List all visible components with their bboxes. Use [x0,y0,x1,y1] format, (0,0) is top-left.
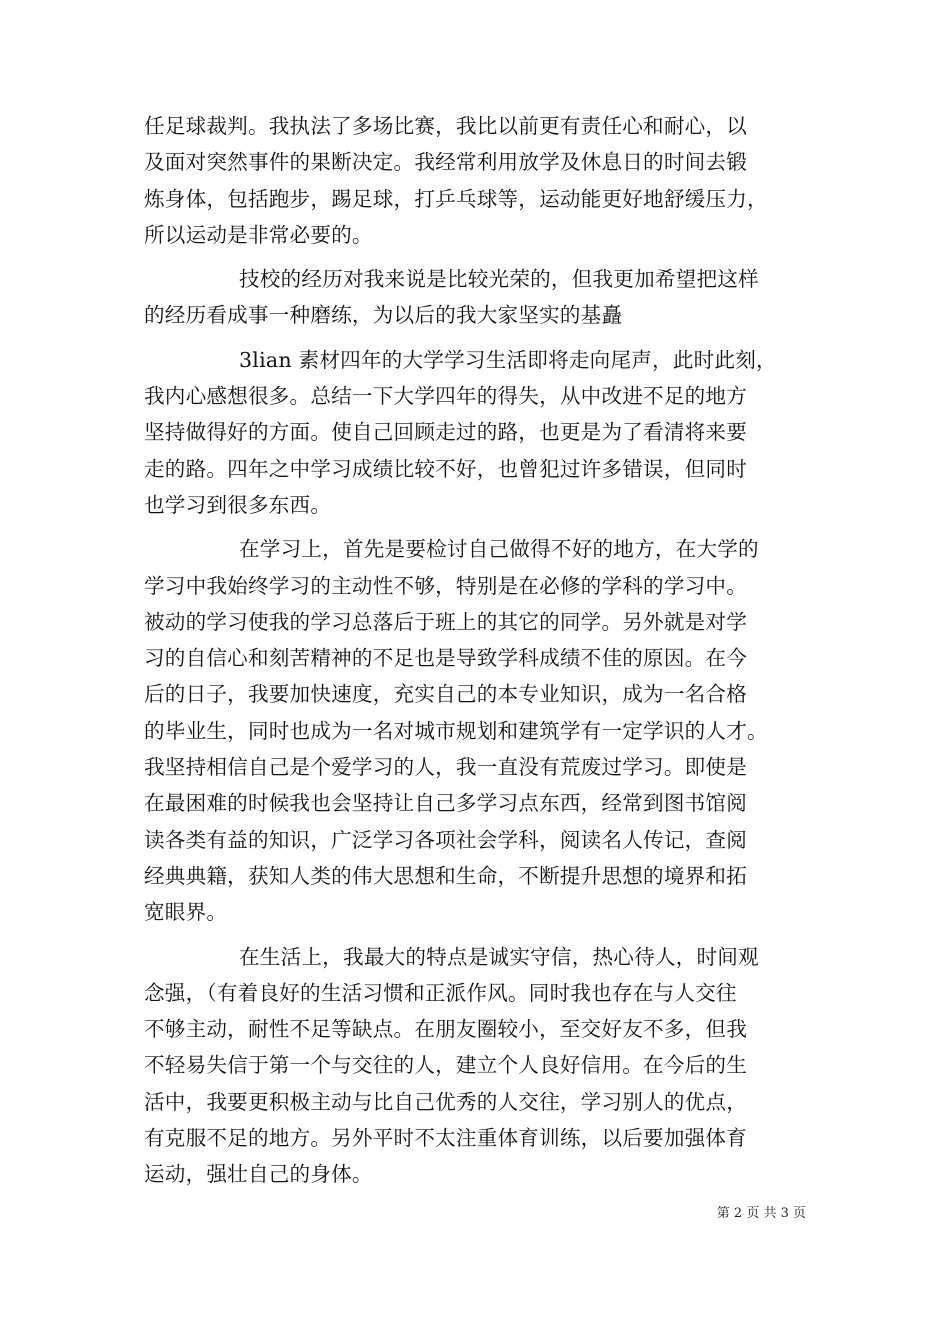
text-line: 活中，我要更积极主动与比自己优秀的人交往，学习别人的优点， [144,1089,748,1114]
text-line: 及面对突然事件的果断决定。我经常利用放学及休息日的时间去锻 [144,150,748,175]
text-line: 任足球裁判。我执法了多场比赛，我比以前更有责任心和耐心，以 [144,114,748,138]
text-line: 我坚持相信自己是个爱学习的人，我一直没有荒废过学习。即使是 [144,755,748,780]
text-line: 习的自信心和刻苦精神的不足也是导致学科成绩不佳的原因。在今 [144,646,748,671]
text-line: 读各类有益的知识，广泛学习各项社会学科，阅读名人传记，查阅 [144,827,748,852]
text-line: 技校的经历对我来说是比较光荣的，但我更加希望把这样 [239,267,759,292]
text-line: 的经历看成事一种磨练，为以后的我大家坚实的基矗 [144,303,623,328]
text-line: 宽眼界。 [144,900,228,925]
text-line: 念强，（有着良好的生活习惯和正派作风。同时我也存在与人交往 [144,980,737,1005]
text-line: 在最困难的时候我也会坚持让自己多学习点东西，经常到图书馆阅 [144,791,748,816]
text-line: 炼身体，包括跑步，踢足球，打乒乓球等，运动能更好地舒缓压力， [144,186,768,211]
text-line: 运动，强壮自己的身体。 [144,1162,373,1187]
text-line: 有克服不足的地方。另外平时不太注重体育训练，以后要加强体育 [144,1126,748,1151]
text-line: 后的日子，我要加快速度，充实自己的本专业知识，成为一名合格 [144,682,748,707]
text-line: 所以运动是非常必要的。 [144,222,373,247]
text-line: 不轻易失信于第一个与交往的人，建立个人良好信用。在今后的生 [144,1053,748,1078]
text-line: 的毕业生，同时也成为一名对城市规划和建筑学有一定学识的人才。 [144,718,768,743]
text-line: 在学习上，首先是要检讨自己做得不好的地方，在大学的 [239,537,759,562]
text-line: 不够主动，耐性不足等缺点。在朋友圈较小，至交好友不多，但我 [144,1017,748,1042]
text-line: 经典典籍，获知人类的伟大思想和生命，不断提升思想的境界和拓 [144,863,748,888]
text-line: 在生活上，我最大的特点是诚实守信，热心待人，时间观 [239,944,759,969]
text-line: 也学习到很多东西。 [144,492,332,517]
text-line: 坚持做得好的方面。使自己回顾走过的路，也更是为了看清将来要 [144,420,748,445]
text-line: 被动的学习使我的学习总落后于班上的其它的同学。另外就是对学 [144,609,748,634]
text-line: 我内心感想很多。总结一下大学四年的得失，从中改进不足的地方 [144,384,748,409]
text-line: 走的路。四年之中学习成绩比较不好，也曾犯过许多错误，但同时 [144,456,748,481]
page-number-footer: 第 2 页 共 3 页 [716,1206,806,1221]
text-line: 3lian 素材四年的大学学习生活即将走向尾声，此时此刻， [239,347,777,372]
document-body [144,108,804,1193]
text-line: 学习中我始终学习的主动性不够，特别是在必修的学科的学习中。 [144,573,748,598]
